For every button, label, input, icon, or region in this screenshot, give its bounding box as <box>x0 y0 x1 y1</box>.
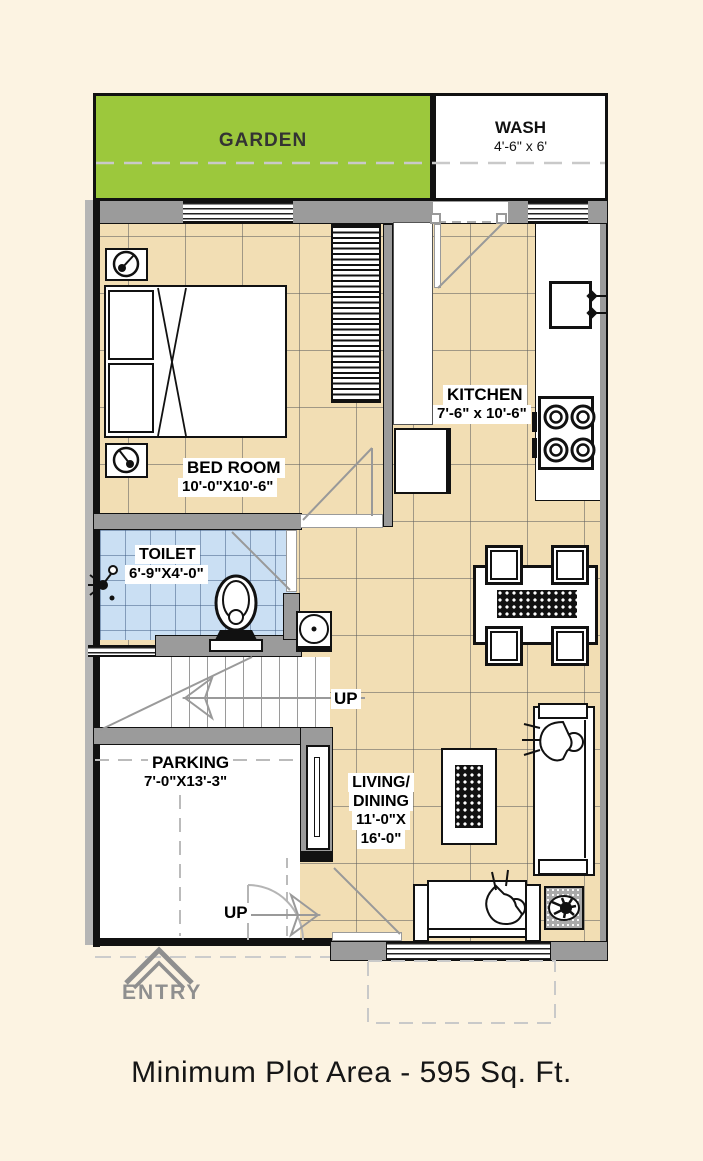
entry-arrow-icon <box>126 950 192 983</box>
kitchen-door-leaf <box>434 224 441 288</box>
rug-pattern <box>455 765 483 828</box>
chair-seat <box>490 550 518 580</box>
porch-outline <box>368 961 555 1023</box>
sofa-armrest <box>538 703 588 719</box>
dining-chair <box>551 545 589 585</box>
entry-door-leaf <box>332 932 402 941</box>
long-sofa <box>533 706 595 876</box>
wall <box>93 938 333 946</box>
dining-chair <box>485 626 523 666</box>
chair-seat <box>556 550 584 580</box>
chair-seat <box>490 631 518 661</box>
living-line: DINING <box>349 792 413 811</box>
toilet-label: TOILET <box>135 545 200 564</box>
dining-chair <box>551 626 589 666</box>
wall <box>550 941 608 961</box>
sofa-armrest <box>538 859 588 875</box>
living-line: LIVING/ <box>348 773 414 792</box>
stair-treads <box>171 657 330 727</box>
wall <box>93 200 100 947</box>
fan-regulator <box>105 248 148 281</box>
sofa-armrest <box>525 884 541 942</box>
kitchen-counter-left <box>393 222 433 425</box>
entry-label: ENTRY <box>122 981 203 1004</box>
wash-label <box>433 118 608 154</box>
parking-top-wall <box>93 727 333 745</box>
toilet-bottom-wall <box>155 635 302 657</box>
kitchen-sink <box>549 281 592 329</box>
bedroom-window <box>183 201 293 223</box>
refrigerator <box>394 428 451 494</box>
bedroom-toilet-wall <box>93 513 302 530</box>
kitchen-dims: 7'-6" x 10'-6" <box>433 405 531 424</box>
sofa-back <box>427 928 527 938</box>
parking-dims: 7'-0"X13'-3" <box>140 773 231 792</box>
living-line: 16'-0" <box>357 830 406 849</box>
stair-vent <box>88 645 155 657</box>
wall <box>330 941 387 961</box>
stove <box>538 396 594 470</box>
pillow <box>108 363 154 433</box>
wash-dims: 4'-6" x 6' <box>493 138 548 154</box>
garden-label: GARDEN <box>218 130 308 151</box>
toilet-dims: 6'-9"X4'-0" <box>125 565 208 584</box>
kitchen-door-opening <box>433 202 508 223</box>
bedroom-label: BED ROOM <box>183 458 285 478</box>
bedroom-living-wall <box>383 224 393 527</box>
chair-seat <box>556 631 584 661</box>
living-dining-label <box>340 773 422 849</box>
kitchen-label: KITCHEN <box>443 385 527 405</box>
fan-regulator <box>105 443 148 478</box>
wash-name: WASH <box>495 118 546 137</box>
parking-label: PARKING <box>148 753 233 773</box>
toilet-door-leaf <box>286 530 297 592</box>
bedroom-dims: 10'-0"X10'-6" <box>178 478 277 497</box>
wardrobe <box>331 224 381 403</box>
plan-title: Minimum Plot Area - 595 Sq. Ft. <box>131 1056 572 1089</box>
stove-handle <box>532 438 537 458</box>
entry-up-label: UP <box>221 903 251 923</box>
table-runner <box>497 590 577 618</box>
pillow <box>108 290 154 360</box>
washbasin <box>296 611 332 648</box>
stairs-up-label: UP <box>331 689 361 709</box>
bedroom-door-leaf <box>300 514 383 528</box>
plant-pot <box>544 886 584 930</box>
wall <box>300 852 333 862</box>
tv-panel <box>314 757 320 837</box>
small-sofa <box>427 880 527 935</box>
stove-handle <box>532 412 537 432</box>
dining-chair <box>485 545 523 585</box>
living-line: 11'-0"X <box>352 811 410 830</box>
kitchen-window <box>528 201 588 223</box>
living-window <box>387 941 550 961</box>
